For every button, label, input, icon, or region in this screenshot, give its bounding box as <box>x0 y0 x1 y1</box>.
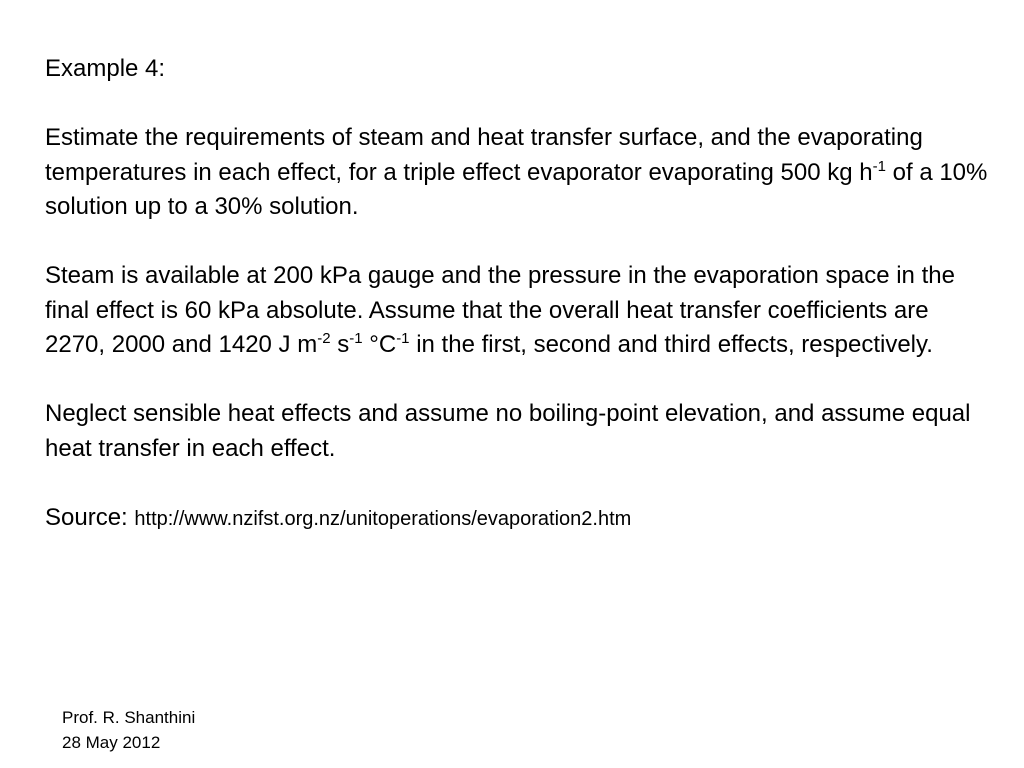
paragraph1-text-1: Estimate the requirements of steam and heat transfer surface, and the evaporating temperatures in each effect, for a triple effect evaporator evaporating 500 kg h <box>45 124 923 186</box>
paragraph2-text-3: °C <box>362 331 397 358</box>
conditions-paragraph <box>45 259 995 363</box>
paragraph2-text-1: Steam is available at 200 kPa gauge and the pressure in the evaporation space in the final effect is 60 kPa absolute. Assume that the overall heat transfer coefficients are 2270, 2000 and 1420 J m <box>45 262 955 358</box>
footer-author: Prof. R. Shanthini <box>62 708 196 727</box>
paragraph1-superscript-1: -1 <box>872 157 886 175</box>
slide-content <box>45 52 995 536</box>
slide-title: Example 4: <box>45 55 166 82</box>
assumptions-paragraph: Neglect sensible heat effects and assume no boiling-point elevation, and assume equal heat transfer in each effect. <box>45 400 971 462</box>
source-label: Source: <box>45 503 135 531</box>
slide-footer <box>62 705 195 755</box>
paragraph2-superscript-1: -2 <box>317 330 331 347</box>
source-url-link[interactable]: http://www.nzifst.org.nz/unitoperations/evaporation2.htm <box>134 507 632 530</box>
problem-statement-paragraph <box>45 121 995 225</box>
paragraph2-superscript-2: -1 <box>349 330 363 347</box>
footer-date: 28 May 2012 <box>62 733 161 752</box>
paragraph2-text-2: s <box>330 331 350 358</box>
source-line <box>45 501 995 537</box>
paragraph2-text-4: in the first, second and third effects, respectively. <box>409 331 933 358</box>
paragraph1-text-2: of a 10% solution up to a 30% solution. <box>45 158 988 220</box>
paragraph2-superscript-3: -1 <box>396 330 410 347</box>
